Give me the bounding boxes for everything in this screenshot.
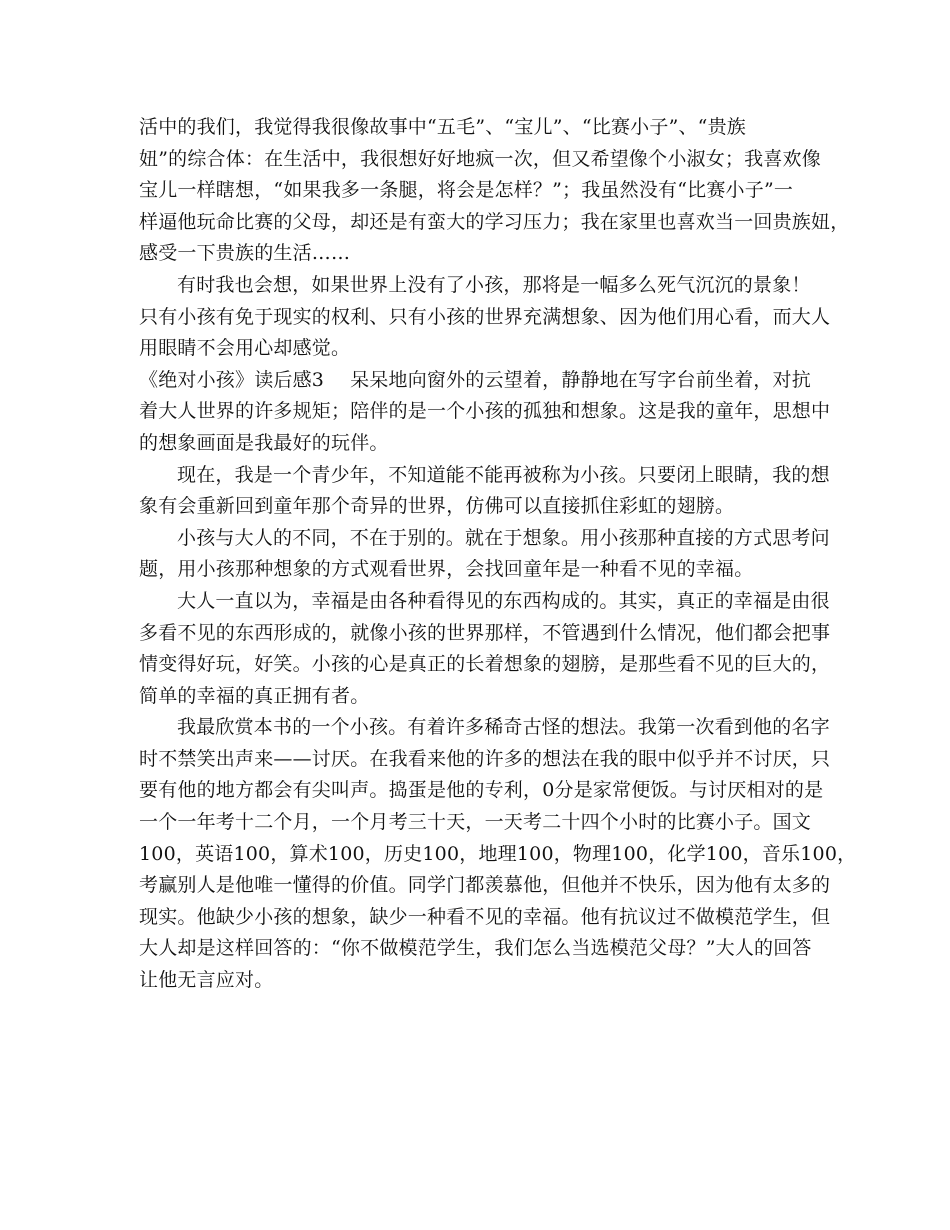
- heading-line-text: 呆呆地向窗外的云望着，静静地在写字台前坐着，对抗: [350, 368, 811, 391]
- text-line: 大人却是这样回答的：“你不做模范学生，我们怎么当选模范父母？”大人的回答: [139, 937, 812, 960]
- text-line: 的想象画面是我最好的玩伴。: [139, 431, 389, 454]
- section-heading: 《绝对小孩》读后感3: [139, 368, 325, 391]
- text-line: 样逼他玩命比赛的父母，却还是有蛮大的学习压力；我在家里也喜欢当一回贵族妞，: [139, 210, 850, 233]
- text-line: 情变得好玩，好笑。小孩的心是真正的长着想象的翅膀，是那些看不见的巨大的，: [139, 653, 831, 676]
- text-line: 让他无言应对。: [139, 969, 274, 992]
- text-line: 一个一年考十二个月，一个月考三十天，一天考二十四个小时的比赛小子。国文: [139, 811, 812, 834]
- text-line: 活中的我们，我觉得我很像故事中“五毛”、“宝儿”、“比赛小子”、“贵族: [139, 116, 746, 138]
- text-line: 妞”的综合体：在生活中，我很想好好地疯一次，但又希望像个小淑女；我喜欢像: [139, 147, 821, 170]
- paragraph-start-line: 我最欣赏本书的一个小孩。有着许多稀奇古怪的想法。我第一次看到他的名字: [177, 716, 830, 739]
- section-heading-line: [139, 365, 819, 397]
- text-line: 多看不见的东西形成的，就像小孩的世界那样，不管遇到什么情况，他们都会把事: [139, 621, 831, 644]
- text-line: 感受一下贵族的生活……: [139, 242, 351, 265]
- document-body: [139, 112, 857, 997]
- text-line: 要有他的地方都会有尖叫声。捣蛋是他的专利，0分是家常便饭。与讨厌相对的是: [139, 779, 824, 802]
- text-line: 100，英语100，算术100，历史100，地理100，物理100，化学100，音乐100，: [139, 842, 857, 865]
- text-line: 只有小孩有免于现实的权利、只有小孩的世界充满想象、因为他们用心看，而大人: [139, 305, 831, 328]
- text-line: 简单的幸福的真正拥有者。: [139, 684, 370, 707]
- text-line: 考赢别人是他唯一懂得的价值。同学门都羡慕他，但他并不快乐，因为他有太多的: [139, 874, 831, 897]
- paragraph-start-line: 大人一直以为，幸福是由各种看得见的东西构成的。其实，真正的幸福是由很: [177, 589, 830, 612]
- text-line: 现实。他缺少小孩的想象，缺少一种看不见的幸福。他有抗议过不做模范学生，但: [139, 905, 831, 928]
- paragraph-start-line: 小孩与大人的不同，不在于别的。就在于想象。用小孩那种直接的方式思考问: [177, 526, 830, 549]
- paragraph-start-line: 有时我也会想，如果世界上没有了小孩，那将是一幅多么死气沉沉的景象！: [177, 273, 811, 296]
- text-line: 象有会重新回到童年那个奇异的世界，仿佛可以直接抓住彩虹的翅膀。: [139, 495, 735, 518]
- text-line: 着大人世界的许多规矩；陪伴的是一个小孩的孤独和想象。这是我的童年，思想中: [139, 400, 831, 423]
- text-line: 宝儿一样瞎想，“如果我多一条腿，将会是怎样？”；我虽然没有“比赛小子”一: [139, 179, 794, 202]
- paragraph-start-line: 现在，我是一个青少年，不知道能不能再被称为小孩。只要闭上眼睛，我的想: [177, 463, 830, 486]
- text-line: 用眼睛不会用心却感觉。: [139, 337, 351, 360]
- text-line: 时不禁笑出声来——讨厌。在我看来他的许多的想法在我的眼中似乎并不讨厌，只: [139, 747, 831, 770]
- text-line: 题，用小孩那种想象的方式观看世界，会找回童年是一种看不见的幸福。: [139, 558, 754, 581]
